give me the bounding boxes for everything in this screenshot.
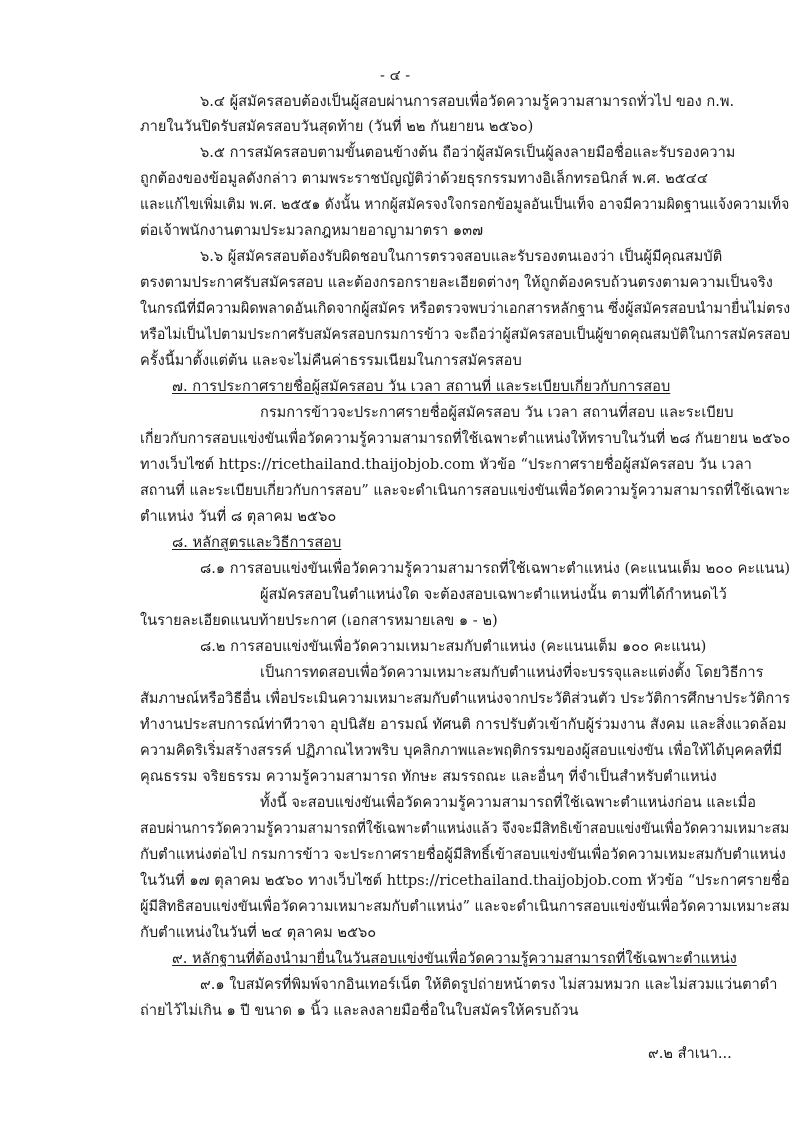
section-8-heading: ๘. หลักสูตรและวิธีการสอบ: [172, 534, 342, 551]
para-7-line-3-website: ทางเว็บไซต์ https://ricethailand.thaijobjob.com หัวข้อ “ประกาศรายชื่อผู้สมัครสอบ วัน เวลา: [140, 456, 752, 473]
para-8-note-line-2: สอบผ่านการวัดความรู้ความสามารถที่ใช้เฉพาะตำแหน่งแล้ว จึงจะมีสิทธิเข้าสอบแข่งขันเพื่อวัดความเหมาะสม: [140, 820, 790, 837]
para-7-line-2: เกี่ยวกับการสอบแข่งขันเพื่อวัดความรู้ความสามารถที่ใช้เฉพาะตำแหน่งให้ทราบในวันที่ ๒๘ กันยายน ๒๕๖๐: [140, 430, 791, 447]
para-7-line-5: ตำแหน่ง วันที่ ๘ ตุลาคม ๒๕๖๐: [140, 508, 337, 525]
para-6-4-line-1: ๖.๔ ผู้สมัครสอบต้องเป็นผู้สอบผ่านการสอบเพื่อวัดความรู้ความสามารถทั่วไป ของ ก.พ.: [200, 93, 735, 110]
para-8-2-line-2: สัมภาษณ์หรือวิธีอื่น เพื่อประเมินความเหมาะสมกับตำแหน่งจากประวัติส่วนตัว ประวัติการศึกษาประวัติการ: [140, 690, 791, 707]
para-8-2-heading: ๘.๒ การสอบแข่งขันเพื่อวัดความเหมาะสมกับตำแหน่ง (คะแนนเต็ม ๑๐๐ คะแนน): [200, 638, 707, 655]
para-6-6-line-1: ๖.๖ ผู้สมัครสอบต้องรับผิดชอบในการตรวจสอบและรับรองตนเองว่า เป็นผู้มีคุณสมบัติ: [200, 248, 723, 265]
para-8-note-line-1: ทั้งนี้ จะสอบแข่งขันเพื่อวัดความรู้ความสามารถที่ใช้เฉพาะตำแหน่งก่อน และเมื่อ: [260, 794, 756, 811]
para-6-6-line-2: ตรงตามประกาศรับสมัครสอบ และต้องกรอกรายละเอียดต่างๆ ให้ถูกต้องครบถ้วนตรงตามความเป็นจริง: [140, 274, 773, 291]
para-8-1-heading: ๘.๑ การสอบแข่งขันเพื่อวัดความรู้ความสามารถที่ใช้เฉพาะตำแหน่ง (คะแนนเต็ม ๒๐๐ คะแนน): [200, 560, 791, 577]
continuation-marker: ๙.๒ สำเนา...: [648, 1045, 732, 1062]
para-6-6-line-4: หรือไม่เป็นไปตามประกาศรับสมัครสอบกรมการข้าว จะถือว่าผู้สมัครสอบเป็นผู้ขาดคุณสมบัติในการสมัครสอบ: [140, 326, 791, 343]
para-9-1-line-2: ถ่ายไว้ไม่เกิน ๑ ปี ขนาด ๑ นิ้ว และลงลายมือชื่อในใบสมัครให้ครบถ้วน: [140, 1002, 579, 1019]
para-8-1-line-2: ในรายละเอียดแนบท้ายประกาศ (เอกสารหมายเลข ๑ - ๒): [140, 612, 498, 629]
para-8-2-line-3: ทำงานประสบการณ์ท่าทีวาจา อุปนิสัย อารมณ์ ทัศนติ การปรับตัวเข้ากับผู้ร่วมงาน สังคม และสิ่งแวดล้อม: [140, 716, 787, 733]
para-9-1-line-1: ๙.๑ ใบสมัครที่พิมพ์จากอินเทอร์เน็ต ให้ติดรูปถ่ายหน้าตรง ไม่สวมหมวก และไม่สวมแว่นตาดำ: [200, 976, 778, 993]
page-number: - ๔ -: [380, 67, 411, 84]
para-6-4-line-2: ภายในวันปิดรับสมัครสอบวันสุดท้าย (วันที่ ๒๒ กันยายน ๒๕๖๐): [140, 118, 534, 135]
para-7-line-4: สถานที่ และระเบียบเกี่ยวกับการสอบ” และจะดำเนินการสอบแข่งขันเพื่อวัดความรู้ความสามารถที่ใช้เฉพาะ: [140, 482, 791, 499]
para-8-note-line-5: ผู้มีสิทธิสอบแข่งขันเพื่อวัดความเหมาะสมกับตำแหน่ง” และจะดำเนินการสอบแข่งขันเพื่อวัดความเหมาะสม: [140, 898, 790, 915]
para-6-6-line-3: ในกรณีที่มีความผิดพลาดอันเกิดจากผู้สมัคร หรือตรวจพบว่าเอกสารหลักฐาน ซึ่งผู้สมัครสอบนำมายื่นไม่ตรง: [140, 300, 791, 317]
para-8-2-line-4: ความคิดริเริ่มสร้างสรรค์ ปฏิภาณไหวพริบ บุคลิกภาพและพฤติกรรมของผู้สอบแข่งขัน เพื่อให้ได้บุคคลที่มี: [140, 742, 783, 759]
para-8-note-line-4-website: ในวันที่ ๑๗ ตุลาคม ๒๕๖๐ ทางเว็บไซต์ https://ricethailand.thaijobjob.com หัวข้อ “ประกาศรายชื่อ: [140, 872, 790, 889]
para-8-1-line-1: ผู้สมัครสอบในตำแหน่งใด จะต้องสอบเฉพาะตำแหน่งนั้น ตามที่ได้กำหนดไว้: [260, 586, 727, 603]
section-9-heading: ๙. หลักฐานที่ต้องนำมายื่นในวันสอบแข่งขันเพื่อวัดความรู้ความสามารถที่ใช้เฉพาะตำแหน่ง: [172, 950, 737, 967]
para-6-5-line-1: ๖.๕ การสมัครสอบตามขั้นตอนข้างต้น ถือว่าผู้สมัครเป็นผู้ลงลายมือชื่อและรับรองความ: [200, 144, 736, 161]
para-7-line-1: กรมการข้าวจะประกาศรายชื่อผู้สมัครสอบ วัน เวลา สถานที่สอบ และระเบียบ: [260, 404, 734, 421]
section-7-heading: ๗. การประกาศรายชื่อผู้สมัครสอบ วัน เวลา สถานที่ และระเบียบเกี่ยวกับการสอบ: [172, 378, 671, 395]
para-6-5-line-4: ต่อเจ้าพนักงานตามประมวลกฎหมายอาญามาตรา ๑๓๗: [140, 222, 484, 239]
para-8-2-line-1: เป็นการทดสอบเพื่อวัดความเหมาะสมกับตำแหน่งที่จะบรรจุและแต่งตั้ง โดยวิธีการ: [260, 664, 764, 681]
para-8-note-line-3: กับตำแหน่งต่อไป กรมการข้าว จะประกาศรายชื่อผู้มีสิทธิ์เข้าสอบแข่งขันเพื่อวัดความเหมะสมกับตำแหน่ง: [140, 846, 786, 863]
para-8-note-line-6: กับตำแหน่งในวันที่ ๒๔ ตุลาคม ๒๕๖๐: [140, 924, 377, 941]
para-6-5-line-3: และแก้ไขเพิ่มเติม พ.ศ. ๒๕๕๑ ดังนั้น หากผู้สมัครจงใจกรอกข้อมูลอันเป็นเท็จ อาจมีความผิดฐานแจ้งความเท็จ: [140, 196, 790, 213]
para-8-2-line-5: คุณธรรม จริยธรรม ความรู้ความสามารถ ทักษะ สมรรถณะ และอื่นๆ ที่จำเป็นสำหรับตำแหน่ง: [140, 768, 717, 785]
para-6-5-line-2: ถูกต้องของข้อมูลดังกล่าว ตามพระราชบัญญัติว่าด้วยธุรกรรมทางอิเล็กทรอนิกส์ พ.ศ. ๒๕๔๔: [140, 170, 708, 187]
para-6-6-line-5: ครั้งนี้มาตั้งแต่ต้น และจะไม่คืนค่าธรรมเนียมในการสมัครสอบ: [140, 352, 522, 369]
